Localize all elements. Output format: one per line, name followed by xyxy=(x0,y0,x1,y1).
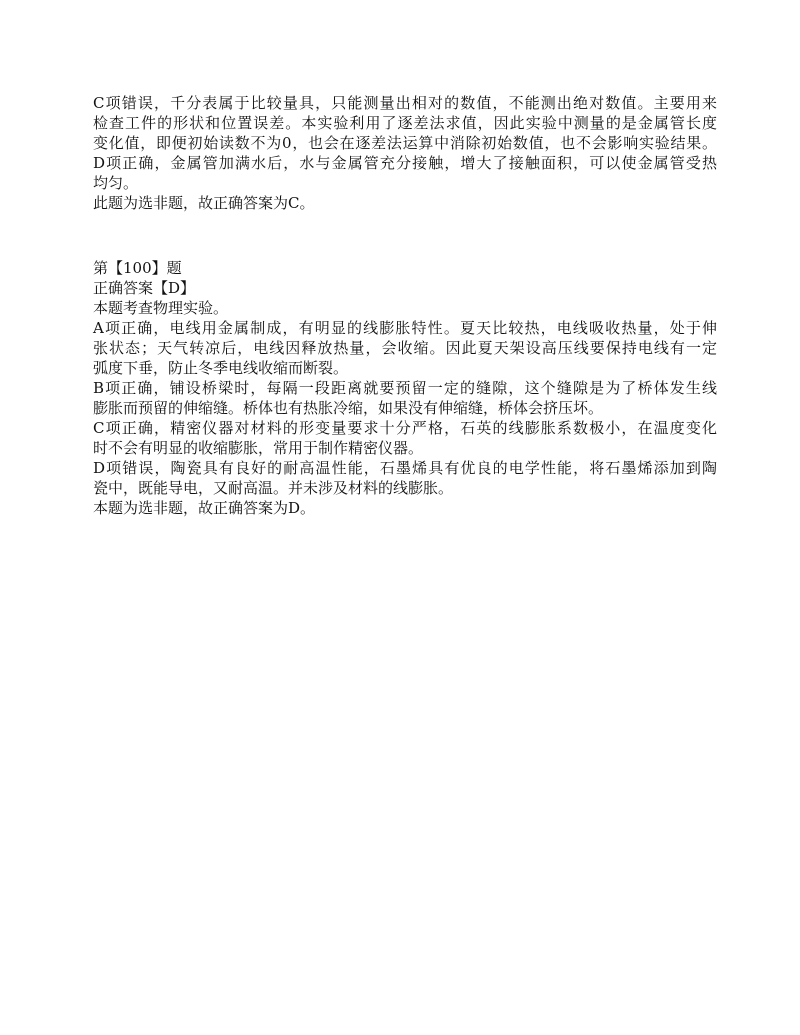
paragraph-line: 检查工件的形状和位置误差。本实验利用了逐差法求值，因此实验中测量的是金属管长度 xyxy=(93,114,717,132)
paragraph-line: C项错误，千分表属于比较量具，只能测量出相对的数值，不能测出绝对数值。主要用来 xyxy=(93,94,717,112)
option-d-explanation: 瓷中，既能导电，又耐高温。并未涉及材料的线膨胀。 xyxy=(93,479,454,497)
paragraph-line: 均匀。 xyxy=(93,174,139,192)
option-c-explanation: 时不会有明显的收缩膨胀，常用于制作精密仪器。 xyxy=(93,439,424,457)
explanation-intro: 本题考查物理实验。 xyxy=(93,299,229,317)
option-b-explanation: 膨胀而预留的伸缩缝。桥体也有热胀冷缩，如果没有伸缩缝，桥体会挤压坏。 xyxy=(93,399,604,417)
correct-answer-label: 正确答案【D】 xyxy=(93,279,196,297)
option-d-explanation: D项错误，陶瓷具有良好的耐高温性能，石墨烯具有优良的电学性能，将石墨烯添加到陶 xyxy=(93,459,717,477)
option-b-explanation: B项正确，铺设桥梁时，每隔一段距离就要预留一定的缝隙，这个缝隙是为了桥体发生线 xyxy=(93,379,717,397)
previous-answer-continuation xyxy=(93,93,717,213)
option-a-explanation: 张状态；天气转凉后，电线因释放热量，会收缩。因此夏天架设高压线要保持电线有一定 xyxy=(93,339,717,357)
paragraph-line: 变化值，即便初始读数不为0，也会在逐差法运算中消除初始数值，也不会影响实验结果。 xyxy=(93,134,717,152)
option-a-explanation: A项正确，电线用金属制成，有明显的线膨胀特性。夏天比较热，电线吸收热量，处于伸 xyxy=(93,319,717,337)
conclusion-line: 本题为选非题，故正确答案为D。 xyxy=(93,499,316,517)
question-100-section xyxy=(93,258,717,518)
option-c-explanation: C项正确，精密仪器对材料的形变量要求十分严格，石英的线膨胀系数极小，在温度变化 xyxy=(93,419,717,437)
conclusion-line: 此题为选非题，故正确答案为C。 xyxy=(93,194,315,212)
paragraph-line: D项正确，金属管加满水后，水与金属管充分接触，增大了接触面积，可以使金属管受热 xyxy=(93,154,717,172)
question-number-heading: 第【100】题 xyxy=(93,259,182,277)
option-a-explanation: 弧度下垂，防止冬季电线收缩而断裂。 xyxy=(93,359,349,377)
